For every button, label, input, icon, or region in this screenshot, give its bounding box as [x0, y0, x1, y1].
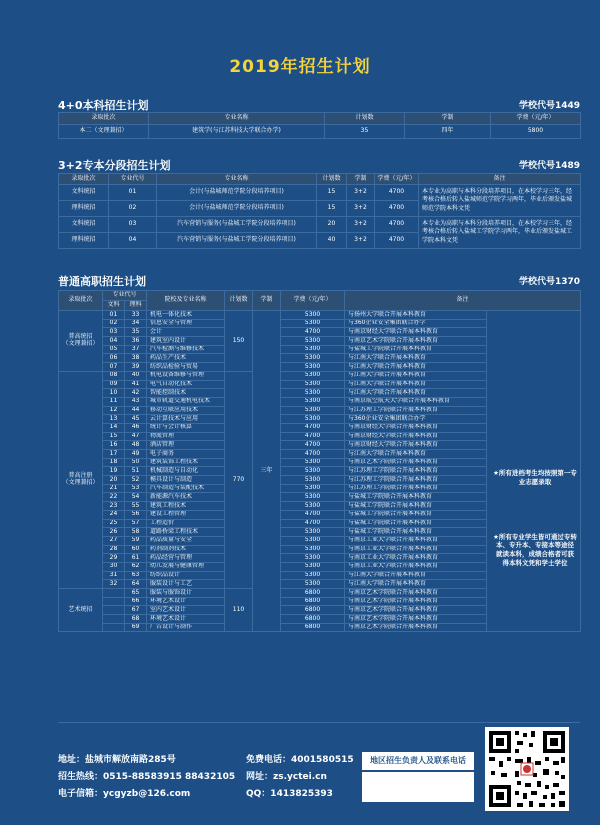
wen-code-cell: 05 — [103, 345, 125, 354]
cell: 4700 — [375, 233, 419, 249]
partner-cell: 与南京工业大学联合开展本科教育 — [345, 536, 487, 545]
partner-cell: 与南京艺术学院联合开展本科教育 — [345, 458, 487, 467]
cell: 15 — [317, 201, 347, 217]
li-code-cell: 63 — [125, 571, 147, 580]
li-code-cell: 47 — [125, 432, 147, 441]
wen-code-cell: 19 — [103, 467, 125, 476]
li-code-cell: 56 — [125, 510, 147, 519]
cell: 40 — [317, 233, 347, 249]
website: 网址：zs.yctei.cn — [246, 772, 327, 782]
major-cell: 服装与服饰设计 — [147, 589, 225, 598]
partner-cell: 与江南大学联合开展本科教育 — [345, 380, 487, 389]
header-cell: 专业代号 — [109, 174, 157, 185]
li-code-cell: 43 — [125, 397, 147, 406]
major-cell: 模具设计与制造 — [147, 476, 225, 485]
cell: 理科统招 — [59, 233, 109, 249]
wen-code-cell: 24 — [103, 510, 125, 519]
fee-cell: 4700 — [281, 519, 345, 528]
li-code-cell: 38 — [125, 354, 147, 363]
li-code-cell: 55 — [125, 502, 147, 511]
wen-code-cell: 14 — [103, 423, 125, 432]
wen-code-cell: 06 — [103, 354, 125, 363]
major-cell: 建筑工程技术 — [147, 502, 225, 511]
qq: QQ：1413825393 — [246, 789, 333, 799]
major-cell: 物流管理 — [147, 432, 225, 441]
wen-code-cell: 09 — [103, 380, 125, 389]
li-code-cell: 48 — [125, 441, 147, 450]
cell: 理科统招 — [59, 201, 109, 217]
partner-cell: 与盐城工学院联合开展本科教育 — [345, 528, 487, 537]
fee-cell: 4700 — [281, 510, 345, 519]
cell: 4700 — [375, 201, 419, 217]
wen-code-cell: 29 — [103, 554, 125, 563]
wen-code-cell: 32 — [103, 580, 125, 589]
wen-code-cell: 28 — [103, 545, 125, 554]
li-code-cell: 46 — [125, 423, 147, 432]
header-cell: 学制 — [347, 174, 375, 185]
cell: 本二（文理兼招） — [59, 125, 149, 139]
table-gaozhi — [58, 290, 581, 632]
cell: 03 — [109, 217, 157, 233]
header-cell: 计划数 — [325, 113, 405, 125]
header-cell: 学制 — [405, 113, 491, 125]
batch-cell: 普高注册 （文理兼招） — [59, 371, 103, 588]
header-cell: 院校及专业名称 — [147, 291, 225, 311]
partner-cell: 与江南大学联合开展本科教育 — [345, 580, 487, 589]
wen-code-cell: 30 — [103, 562, 125, 571]
fee-cell: 5300 — [281, 337, 345, 346]
cell: 汽车营销与服务(与盐城工学院分段培养项目) — [157, 217, 317, 233]
fee-cell: 5300 — [281, 528, 345, 537]
li-code-cell: 33 — [125, 311, 147, 320]
partner-cell: 与南京财经大学联合开展本科教育 — [345, 432, 487, 441]
batch-cell: 艺术统招 — [59, 589, 103, 632]
major-cell: 机电设备维修与管理 — [147, 371, 225, 380]
major-cell: 城市轨道交通机电技术 — [147, 397, 225, 406]
wen-code-cell: 23 — [103, 502, 125, 511]
partner-cell: 与南京艺术学院联合开展本科教育 — [345, 597, 487, 606]
fee-cell: 5300 — [281, 406, 345, 415]
cell: 3+2 — [347, 233, 375, 249]
section-2-heading: 3+2专本分段招生计划 — [58, 159, 171, 172]
partner-cell: 与南京艺术学院联合开展本科教育 — [345, 623, 487, 632]
major-cell: 幼儿发展与健康管理 — [147, 562, 225, 571]
li-code-cell: 35 — [125, 328, 147, 337]
fee-cell: 4700 — [281, 432, 345, 441]
major-cell: 室内艺术设计 — [147, 606, 225, 615]
fee-cell: 5300 — [281, 415, 345, 424]
cell: 建筑学(与江苏科技大学联合办学) — [149, 125, 325, 139]
section-3-heading: 普通高职招生计划 — [58, 275, 146, 288]
cell: 4700 — [375, 185, 419, 201]
note-admission: ★所有进档考生均按照第一专业志愿录取 — [493, 469, 577, 486]
major-cell: 会计 — [147, 328, 225, 337]
partner-cell: 与南京航空航天大学联合开展本科教育 — [345, 397, 487, 406]
wen-code-cell — [103, 606, 125, 615]
header-cell: 专业代号 — [103, 291, 147, 301]
header-cell: 专业名称 — [157, 174, 317, 185]
fee-cell: 5300 — [281, 502, 345, 511]
header-cell: 专业名称 — [149, 113, 325, 125]
li-code-cell: 67 — [125, 606, 147, 615]
region-contact-label: 地区招生负责人及联系电话 — [362, 752, 474, 770]
major-cell: 新能源汽车技术 — [147, 493, 225, 502]
email: 电子信箱：ycgyzb@126.com — [58, 789, 191, 799]
partner-cell: 与盐城工学院联合开展本科教育 — [345, 502, 487, 511]
major-cell: 药品生产技术 — [147, 354, 225, 363]
major-cell: 统计与会计核算 — [147, 423, 225, 432]
cell: 4700 — [375, 217, 419, 233]
partner-cell: 与扬州大学联合开展本科教育 — [345, 311, 487, 320]
li-code-cell: 37 — [125, 345, 147, 354]
li-code-cell: 62 — [125, 562, 147, 571]
wen-code-cell: 27 — [103, 536, 125, 545]
partner-cell: 与江南大学联合开展本科教育 — [345, 363, 487, 372]
partner-cell: 与南京艺术学院联合开展本科教育 — [345, 606, 487, 615]
li-code-cell: 65 — [125, 589, 147, 598]
table-4plus0 — [58, 112, 581, 139]
partner-cell: 与南京艺术学院联合开展本科教育 — [345, 615, 487, 624]
major-cell: 机电一体化技术 — [147, 311, 225, 320]
major-cell: 环境艺术设计 — [147, 597, 225, 606]
wen-code-cell: 01 — [103, 311, 125, 320]
wen-code-cell: 10 — [103, 389, 125, 398]
fee-cell: 5300 — [281, 571, 345, 580]
major-cell: 电气自动化技术 — [147, 380, 225, 389]
address: 地址：盐城市解放南路285号 — [58, 755, 176, 765]
fee-cell: 6800 — [281, 615, 345, 624]
fee-cell: 5300 — [281, 554, 345, 563]
partner-cell: 与江苏理工学院联合开展本科教育 — [345, 467, 487, 476]
cell: 3+2 — [347, 201, 375, 217]
fee-cell: 4700 — [281, 450, 345, 459]
fee-cell: 5300 — [281, 476, 345, 485]
qr-code-icon — [485, 727, 569, 811]
header-cell: 学制 — [253, 291, 281, 311]
table-3plus2 — [58, 173, 581, 249]
wen-code-cell — [103, 589, 125, 598]
li-code-cell: 36 — [125, 337, 147, 346]
partner-cell: 与南京财经大学联合开展本科教育 — [345, 441, 487, 450]
header-cell: 学费（元/年） — [491, 113, 581, 125]
wen-code-cell: 12 — [103, 406, 125, 415]
cell: 会计(与盐城师范学院分段培养项目) — [157, 201, 317, 217]
fee-cell: 5300 — [281, 363, 345, 372]
wen-code-cell: 02 — [103, 319, 125, 328]
li-code-cell: 51 — [125, 467, 147, 476]
divider — [58, 722, 580, 723]
wen-code-cell: 04 — [103, 337, 125, 346]
partner-cell: 与南京财经大学联合开展本科教育 — [345, 423, 487, 432]
section-2-code: 学校代号1489 — [518, 161, 580, 171]
header-cell: 备注 — [419, 174, 581, 185]
wen-code-cell: 26 — [103, 528, 125, 537]
note-cell: 本专业为高职与本科分段培养项目，在本校学习三年，经考核合格后转入盐城师范学院学习两年，毕业后颁发盐城师范学院本科文凭 — [419, 185, 581, 217]
partner-cell: 与南京工业大学联合开展本科教育 — [345, 554, 487, 563]
free-phone: 免费电话：4001580515 — [246, 755, 354, 765]
wen-code-cell: 11 — [103, 397, 125, 406]
header-cell: 录取批次 — [59, 174, 109, 185]
major-cell: 纺织品检验与贸易 — [147, 363, 225, 372]
note-upgrade: ★所有专业学生皆可通过专转本、专升本、专接本等途径就读本科，成绩合格者可获得本科文凭和学士学位 — [493, 532, 577, 567]
li-code-cell: 52 — [125, 476, 147, 485]
li-code-cell: 68 — [125, 615, 147, 624]
fee-cell: 6800 — [281, 597, 345, 606]
fee-cell: 6800 — [281, 589, 345, 598]
cell: 3+2 — [347, 185, 375, 201]
fee-cell: 5300 — [281, 311, 345, 320]
partner-cell: 与江南大学联合开展本科教育 — [345, 354, 487, 363]
cell: 02 — [109, 201, 157, 217]
batch-cell: 普高统招 （文理兼招） — [59, 311, 103, 372]
wen-code-cell: 15 — [103, 432, 125, 441]
partner-cell: 与江南大学联合开展本科教育 — [345, 571, 487, 580]
major-cell: 汽车制造与装配技术 — [147, 484, 225, 493]
partner-cell: 与江南大学联合开展本科教育 — [345, 371, 487, 380]
partner-cell: 与盐城工学院联合开展本科教育 — [345, 345, 487, 354]
major-cell: 广告设计与制作 — [147, 623, 225, 632]
fee-cell: 5300 — [281, 484, 345, 493]
cell: 文科统招 — [59, 185, 109, 201]
li-code-cell: 69 — [125, 623, 147, 632]
cell: 04 — [109, 233, 157, 249]
fee-cell: 5300 — [281, 354, 345, 363]
region-contact-box — [362, 772, 474, 802]
li-code-cell: 59 — [125, 536, 147, 545]
cell: 文科统招 — [59, 217, 109, 233]
major-cell: 服装设计与工艺 — [147, 580, 225, 589]
wen-code-cell — [103, 623, 125, 632]
cell: 01 — [109, 185, 157, 201]
note-cell: 本专业为高职与本科分段培养项目，在本校学习三年，经考核合格后转入盐城工学院学习两年，毕业后颁发盐城工学院本科文凭 — [419, 217, 581, 249]
li-code-cell: 53 — [125, 484, 147, 493]
wen-code-cell: 31 — [103, 571, 125, 580]
fee-cell: 5300 — [281, 467, 345, 476]
li-code-cell: 64 — [125, 580, 147, 589]
wen-code-cell: 08 — [103, 371, 125, 380]
fee-cell: 5300 — [281, 389, 345, 398]
fee-cell: 5300 — [281, 397, 345, 406]
partner-cell: 与南京工业大学联合开展本科教育 — [345, 545, 487, 554]
li-code-cell: 50 — [125, 458, 147, 467]
header-cell: 计划数 — [225, 291, 253, 311]
major-cell: 药剂制剂技术 — [147, 545, 225, 554]
wen-code-cell: 18 — [103, 458, 125, 467]
section-3-code: 学校代号1370 — [518, 277, 580, 287]
li-code-cell: 66 — [125, 597, 147, 606]
wen-code-cell: 20 — [103, 476, 125, 485]
li-code-cell: 40 — [125, 371, 147, 380]
major-cell: 药品经营与管理 — [147, 554, 225, 563]
major-cell: 智能控制技术 — [147, 389, 225, 398]
major-cell: 信息安全与管理 — [147, 319, 225, 328]
major-cell: 道路桥梁工程技术 — [147, 528, 225, 537]
header-cell: 文科 — [103, 301, 125, 311]
plan-cell: 770 — [225, 371, 253, 588]
partner-cell: 与江南大学联合开展本科教育 — [345, 389, 487, 398]
fee-cell: 4700 — [281, 328, 345, 337]
header-cell: 学费（元/年） — [375, 174, 419, 185]
wen-code-cell: 13 — [103, 415, 125, 424]
li-code-cell: 42 — [125, 389, 147, 398]
fee-cell: 5300 — [281, 371, 345, 380]
major-cell: 机械制造与自动化 — [147, 467, 225, 476]
partner-cell: 与南京工业大学联合开展本科教育 — [345, 562, 487, 571]
qr-code-graphic — [485, 727, 569, 811]
header-cell: 计划数 — [317, 174, 347, 185]
major-cell: 建筑室内设计 — [147, 337, 225, 346]
cell: 20 — [317, 217, 347, 233]
cell: 15 — [317, 185, 347, 201]
fee-cell: 5300 — [281, 580, 345, 589]
partner-cell: 与江苏理工学院联合开展本科教育 — [345, 484, 487, 493]
partner-cell: 与江南大学联合开展本科教育 — [345, 450, 487, 459]
li-code-cell: 44 — [125, 406, 147, 415]
wen-code-cell: 07 — [103, 363, 125, 372]
cell: 35 — [325, 125, 405, 139]
fee-cell: 6800 — [281, 606, 345, 615]
fee-cell: 6800 — [281, 623, 345, 632]
fee-cell: 5300 — [281, 345, 345, 354]
header-cell: 学费（元/年） — [281, 291, 345, 311]
partner-cell: 与江苏理工学院联合开展本科教育 — [345, 476, 487, 485]
li-code-cell: 41 — [125, 380, 147, 389]
cell: 汽车营销与服务(与盐城工学院分段培养项目) — [157, 233, 317, 249]
li-code-cell: 45 — [125, 415, 147, 424]
wen-code-cell: 21 — [103, 484, 125, 493]
major-cell: 汽车检测与维修技术 — [147, 345, 225, 354]
major-cell: 移动互联应用技术 — [147, 406, 225, 415]
fee-cell: 4700 — [281, 423, 345, 432]
major-cell: 云计算技术与应用 — [147, 415, 225, 424]
cell: 四年 — [405, 125, 491, 139]
fee-cell: 5300 — [281, 458, 345, 467]
li-code-cell: 60 — [125, 545, 147, 554]
fee-cell: 5300 — [281, 562, 345, 571]
partner-cell: 与盐城工学院联合开展本科教育 — [345, 493, 487, 502]
li-code-cell: 61 — [125, 554, 147, 563]
major-cell: 建设工程管理 — [147, 510, 225, 519]
partner-cell: 与盐城工学院联合开展本科教育 — [345, 519, 487, 528]
header-cell: 备注 — [345, 291, 581, 311]
wen-code-cell: 17 — [103, 450, 125, 459]
li-code-cell: 54 — [125, 493, 147, 502]
major-cell: 酒店管理 — [147, 441, 225, 450]
major-cell: 纺织品设计 — [147, 571, 225, 580]
partner-cell: 与南京艺术学院联合开展本科教育 — [345, 337, 487, 346]
fee-cell: 5300 — [281, 536, 345, 545]
fee-cell: 5300 — [281, 545, 345, 554]
major-cell: 工程造价 — [147, 519, 225, 528]
note-cell — [487, 311, 581, 632]
partner-cell: 与360企业安全集团联合办学 — [345, 415, 487, 424]
li-code-cell: 57 — [125, 519, 147, 528]
cell: 3+2 — [347, 217, 375, 233]
li-code-cell: 49 — [125, 450, 147, 459]
cell: 5800 — [491, 125, 581, 139]
li-code-cell: 34 — [125, 319, 147, 328]
fee-cell: 5300 — [281, 319, 345, 328]
li-code-cell: 58 — [125, 528, 147, 537]
partner-cell: 与360企业安全集团联合办学 — [345, 319, 487, 328]
wen-code-cell: 22 — [103, 493, 125, 502]
plan-cell: 110 — [225, 589, 253, 632]
wen-code-cell: 25 — [103, 519, 125, 528]
fee-cell: 4700 — [281, 441, 345, 450]
partner-cell: 与江苏理工学院联合开展本科教育 — [345, 406, 487, 415]
section-1-code: 学校代号1449 — [518, 101, 580, 111]
partner-cell: 与南京艺术学院联合开展本科教育 — [345, 589, 487, 598]
wen-code-cell — [103, 597, 125, 606]
header-cell: 理科 — [125, 301, 147, 311]
li-code-cell: 39 — [125, 363, 147, 372]
fee-cell: 5300 — [281, 380, 345, 389]
section-1-heading: 4+0本科招生计划 — [58, 99, 149, 112]
fee-cell: 5300 — [281, 493, 345, 502]
wen-code-cell — [103, 615, 125, 624]
header-cell: 录取批次 — [59, 113, 149, 125]
partner-cell: 与盐城工学院联合开展本科教育 — [345, 510, 487, 519]
header-cell: 录取批次 — [59, 291, 103, 311]
wen-code-cell: 03 — [103, 328, 125, 337]
hotline: 招生热线：0515-88583915 88432105 — [58, 772, 236, 782]
table-row — [59, 311, 581, 320]
cell: 会计(与盐城师范学院分段培养项目) — [157, 185, 317, 201]
wen-code-cell: 16 — [103, 441, 125, 450]
major-cell: 建筑装饰工程技术 — [147, 458, 225, 467]
xuezhi-cell: 三年 — [253, 311, 281, 632]
major-cell: 环境艺术设计 — [147, 615, 225, 624]
page-title: 2019年招生计划 — [229, 57, 371, 77]
major-cell: 电子商务 — [147, 450, 225, 459]
plan-cell: 150 — [225, 311, 253, 372]
major-cell: 药品质量与安全 — [147, 536, 225, 545]
partner-cell: 与南京财经大学联合开展本科教育 — [345, 328, 487, 337]
